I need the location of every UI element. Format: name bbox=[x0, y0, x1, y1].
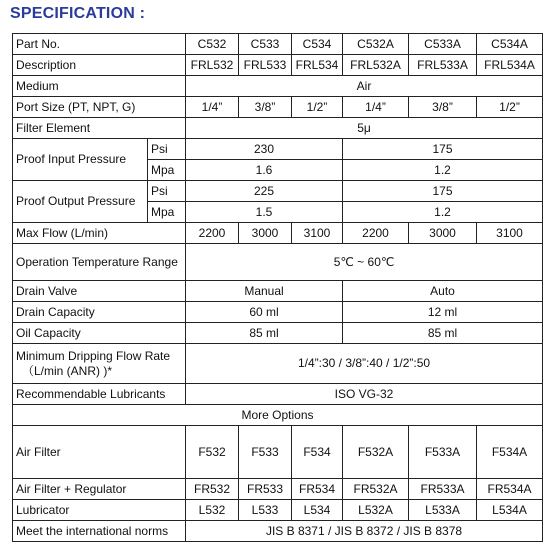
model-c532a: C532A bbox=[343, 34, 409, 55]
proof-input-mpa-value: 1.2 bbox=[343, 160, 543, 181]
filter-regulator-value: FR533A bbox=[409, 479, 477, 500]
lubricator-value: L534A bbox=[477, 500, 543, 521]
model-c533: C533 bbox=[239, 34, 292, 55]
description-value: FRL532A bbox=[343, 55, 409, 76]
row-dripping-flow-rate bbox=[13, 344, 543, 384]
row-lubricants bbox=[13, 384, 543, 405]
lubricator-value: L533 bbox=[239, 500, 292, 521]
description-value: FRL533 bbox=[239, 55, 292, 76]
label-max-flow: Max Flow (L/min) bbox=[13, 223, 186, 244]
max-flow-value: 3100 bbox=[477, 223, 543, 244]
unit-mpa: Mpa bbox=[148, 160, 186, 181]
proof-output-mpa-value: 1.5 bbox=[186, 202, 343, 223]
label-drain-capacity: Drain Capacity bbox=[13, 302, 186, 323]
air-filter-value: F532 bbox=[186, 426, 239, 479]
medium-value: Air bbox=[186, 76, 543, 97]
lubricator-value: L532A bbox=[343, 500, 409, 521]
proof-output-psi-value: 175 bbox=[343, 181, 543, 202]
lubricator-value: L532 bbox=[186, 500, 239, 521]
oil-capacity-value: 85 ml bbox=[186, 323, 343, 344]
filter-regulator-value: FR534 bbox=[292, 479, 343, 500]
more-options-heading: More Options bbox=[13, 405, 543, 426]
description-value: FRL534A bbox=[477, 55, 543, 76]
row-filter-element bbox=[13, 118, 543, 139]
port-size-value: 1/4” bbox=[343, 97, 409, 118]
proof-input-psi-value: 175 bbox=[343, 139, 543, 160]
label-proof-output-pressure: Proof Output Pressure bbox=[13, 181, 148, 223]
label-proof-input-pressure: Proof Input Pressure bbox=[13, 139, 148, 181]
max-flow-value: 3000 bbox=[239, 223, 292, 244]
air-filter-value: F533A bbox=[409, 426, 477, 479]
label-lubricants: Recommendable Lubricants bbox=[13, 384, 186, 405]
label-operation-temperature: Operation Temperature Range bbox=[13, 244, 186, 281]
drain-valve-value: Manual bbox=[186, 281, 343, 302]
label-lubricator: Lubricator bbox=[13, 500, 186, 521]
model-c534: C534 bbox=[292, 34, 343, 55]
filter-regulator-value: FR532A bbox=[343, 479, 409, 500]
label-description: Description bbox=[13, 55, 186, 76]
label-filter-regulator: Air Filter + Regulator bbox=[13, 479, 186, 500]
lubricator-value: L533A bbox=[409, 500, 477, 521]
row-proof-input-psi bbox=[13, 139, 543, 160]
specification-table bbox=[12, 33, 543, 542]
unit-psi: Psi bbox=[148, 139, 186, 160]
label-dripping-flow-rate bbox=[13, 344, 186, 384]
drain-valve-value: Auto bbox=[343, 281, 543, 302]
label-filter-element: Filter Element bbox=[13, 118, 186, 139]
row-medium bbox=[13, 76, 543, 97]
row-lubricator bbox=[13, 500, 543, 521]
label-medium: Medium bbox=[13, 76, 186, 97]
row-max-flow bbox=[13, 223, 543, 244]
filter-regulator-value: FR532 bbox=[186, 479, 239, 500]
port-size-value: 3/8” bbox=[239, 97, 292, 118]
operation-temperature-value: 5℃ ~ 60℃ bbox=[186, 244, 543, 281]
max-flow-value: 3100 bbox=[292, 223, 343, 244]
max-flow-value: 2200 bbox=[343, 223, 409, 244]
label-oil-capacity: Oil Capacity bbox=[13, 323, 186, 344]
max-flow-value: 2200 bbox=[186, 223, 239, 244]
page-title: SPECIFICATION : bbox=[10, 5, 146, 22]
row-filter-regulator bbox=[13, 479, 543, 500]
row-international-norms bbox=[13, 521, 543, 542]
proof-input-mpa-value: 1.6 bbox=[186, 160, 343, 181]
row-oil-capacity bbox=[13, 323, 543, 344]
description-value: FRL534 bbox=[292, 55, 343, 76]
row-operation-temperature bbox=[13, 244, 543, 281]
model-c533a: C533A bbox=[409, 34, 477, 55]
filter-element-value: 5μ bbox=[186, 118, 543, 139]
row-more-options bbox=[13, 405, 543, 426]
dripping-flow-unit: （L/min (ANR) )* bbox=[22, 363, 113, 378]
air-filter-value: F533 bbox=[239, 426, 292, 479]
lubricator-value: L534 bbox=[292, 500, 343, 521]
description-value: FRL533A bbox=[409, 55, 477, 76]
label-air-filter: Air Filter bbox=[13, 426, 186, 479]
proof-output-psi-value: 225 bbox=[186, 181, 343, 202]
filter-regulator-value: FR534A bbox=[477, 479, 543, 500]
label-drain-valve: Drain Valve bbox=[13, 281, 186, 302]
row-proof-output-psi bbox=[13, 181, 543, 202]
dripping-flow-label: Minimum Dripping Flow Rate bbox=[16, 348, 171, 363]
label-port-size: Port Size (PT, NPT, G) bbox=[13, 97, 186, 118]
row-drain-capacity bbox=[13, 302, 543, 323]
label-part-no: Part No. bbox=[13, 34, 186, 55]
port-size-value: 3/8” bbox=[409, 97, 477, 118]
unit-psi: Psi bbox=[148, 181, 186, 202]
max-flow-value: 3000 bbox=[409, 223, 477, 244]
port-size-value: 1/2” bbox=[292, 97, 343, 118]
filter-regulator-value: FR533 bbox=[239, 479, 292, 500]
model-c534a: C534A bbox=[477, 34, 543, 55]
air-filter-value: F534A bbox=[477, 426, 543, 479]
oil-capacity-value: 85 ml bbox=[343, 323, 543, 344]
model-c532: C532 bbox=[186, 34, 239, 55]
row-air-filter bbox=[13, 426, 543, 479]
description-value: FRL532 bbox=[186, 55, 239, 76]
port-size-value: 1/2” bbox=[477, 97, 543, 118]
label-international-norms: Meet the international norms bbox=[13, 521, 186, 542]
row-drain-valve bbox=[13, 281, 543, 302]
unit-mpa: Mpa bbox=[148, 202, 186, 223]
proof-output-mpa-value: 1.2 bbox=[343, 202, 543, 223]
air-filter-value: F532A bbox=[343, 426, 409, 479]
lubricants-value: ISO VG-32 bbox=[186, 384, 543, 405]
drain-capacity-value: 12 ml bbox=[343, 302, 543, 323]
dripping-flow-value: 1/4”:30 / 3/8”:40 / 1/2”:50 bbox=[186, 344, 543, 384]
proof-input-psi-value: 230 bbox=[186, 139, 343, 160]
row-part-no bbox=[13, 34, 543, 55]
row-port-size bbox=[13, 97, 543, 118]
row-description bbox=[13, 55, 543, 76]
air-filter-value: F534 bbox=[292, 426, 343, 479]
drain-capacity-value: 60 ml bbox=[186, 302, 343, 323]
port-size-value: 1/4” bbox=[186, 97, 239, 118]
international-norms-value: JIS B 8371 / JIS B 8372 / JIS B 8378 bbox=[186, 521, 543, 542]
